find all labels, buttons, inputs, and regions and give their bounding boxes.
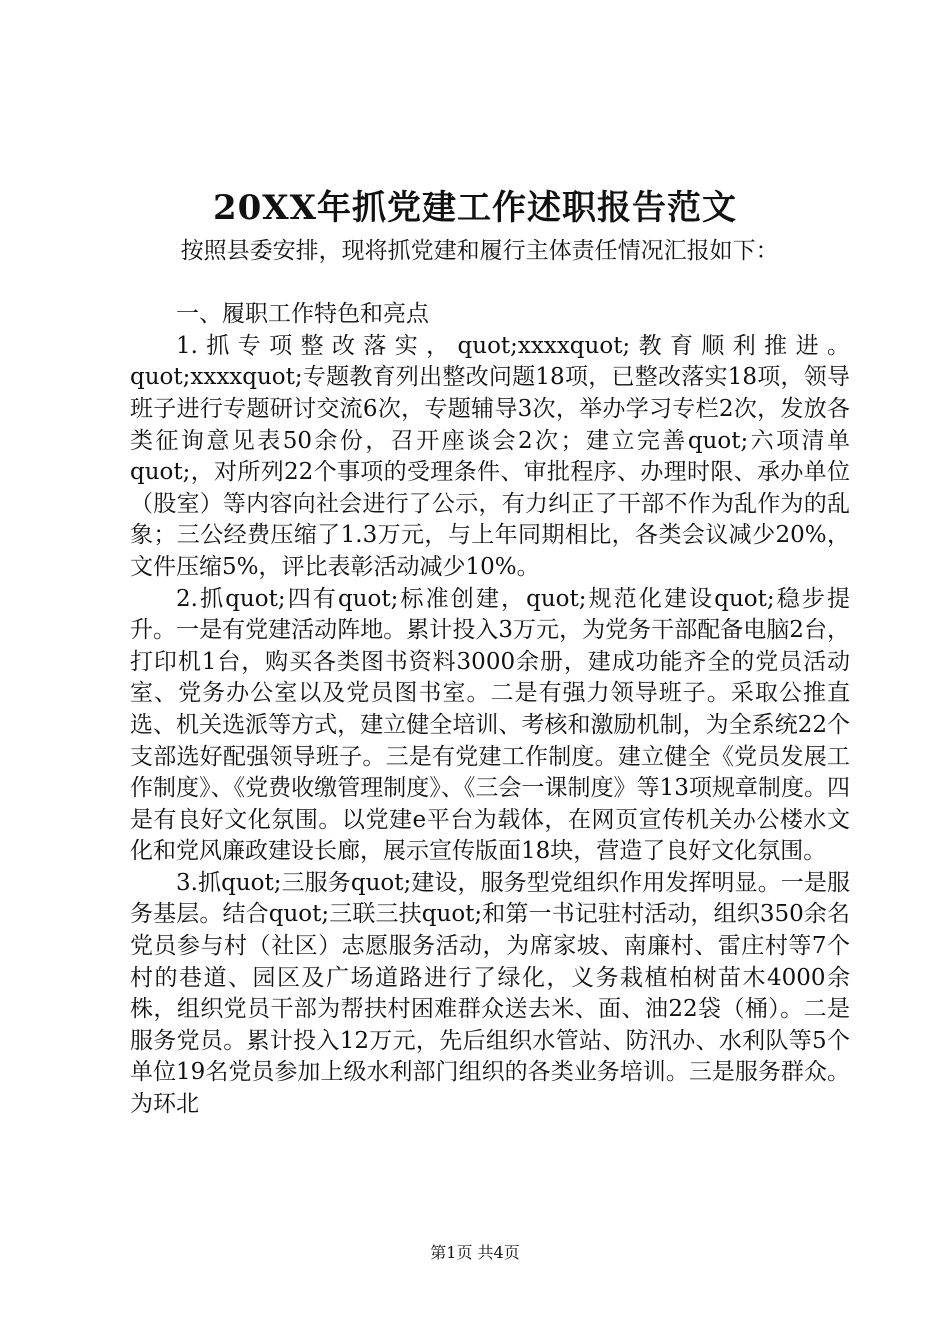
document-body [130, 236, 850, 1121]
paragraph-2: 2.抓quot;四有quot;标准创建，quot;规范化建设quot;稳步提升。一是有党建活动阵地。累计投入3万元，为党务干部配备电脑2台，打印机1台，购买各类图书资料3000余册，建成功能齐全的党员活动室、党务办公室以及党员图书室。二是有强力领导班子。采取公推直选、机关选派等方式，建立健全培训、考核和激励机制，为全系统22个支部选好配强领导班子。三是有党建工作制度。建立健全《党员发展工作制度》、《党费收缴管理制度》、《三会一课制度》等13项规章制度。四是有良好文化氛围。以党建e平台为载体，在网页宣传机关办公楼水文化和党风廉政建设长廊，展示宣传版面18块，营造了良好文化氛围。 [130, 585, 850, 865]
intro-paragraph: 按照县委安排，现将抓党建和履行主体责任情况汇报如下： [180, 238, 779, 264]
paragraph-1: 1.抓专项整改落实，quot;xxxxquot;教育顺利推进。quot;xxxxquot;专题教育列出整改问题18项，已整改落实18项，领导班子进行专题研讨交流6次，专题辅导3次，举办学习专栏2次，发放各类征询意见表50余份，召开座谈会2次；建立完善quot;六项清单quot;，对所列22个事项的受理条件、审批程序、办理时限、承办单位（股室）等内容向社会进行了公示，有力纠正了干部不作为乱作为的乱象；三公经费压缩了1.3万元，与上年同期相比，各类会议减少20%，文件压缩5%，评比表彰活动减少10%。 [130, 332, 850, 580]
page-footer: 第1页 共4页 [430, 1243, 520, 1262]
section-heading: 一、履职工作特色和亮点 [176, 301, 429, 328]
document-title: 20XX年抓党建工作述职报告范文 [212, 188, 738, 228]
paragraph-3: 3.抓quot;三服务quot;建设，服务型党组织作用发挥明显。一是服务基层。结合quot;三联三扶quot;和第一书记驻村活动，组织350余名党员参与村（社区）志愿服务活动，为席家坡、南廉村、雷庄村等7个村的巷道、园区及广场道路进行了绿化，义务栽植柏树苗木4000余株，组织党员干部为帮扶村困难群众送去米、面、油22袋（桶）。二是服务党员。累计投入12万元，先后组织水管站、防汛办、水利队等5个单位19名党员参加上级水利部门组织的各类业务培训。三是服务群众。为环北 [130, 869, 850, 1118]
